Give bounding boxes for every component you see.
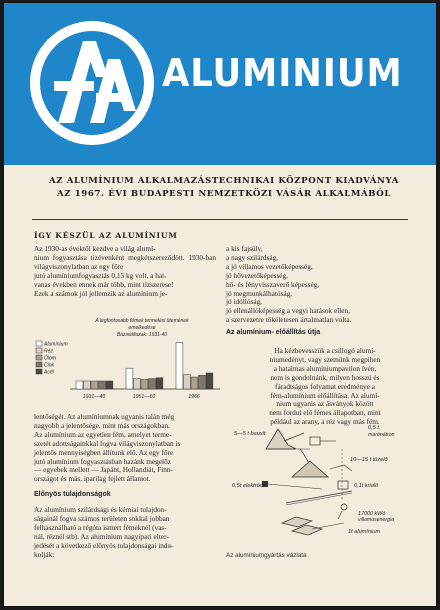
list-item: hő- és fényvisszaverő képesség,	[226, 279, 320, 289]
production-paragraph	[230, 347, 420, 427]
bar	[126, 368, 133, 389]
legend-swatch	[36, 341, 42, 346]
lower-line: Az alumínium az egyetlen fém, amelyet terme-	[34, 429, 172, 439]
legend-swatch	[36, 348, 42, 353]
brand-title: ALUMINIUM	[162, 51, 403, 95]
chart-title: emelkedése	[128, 325, 156, 331]
divider	[32, 219, 408, 220]
list-item: jó idóllóság,	[226, 297, 263, 307]
bar	[76, 381, 83, 389]
subtitle-line-2: AZ 1967. ÉVI BUDAPESTI NEMZETKÖZI VÁSÁR ALKALMÁBÓL	[56, 189, 392, 199]
diagram-caption: Az alumíniumgyártás vázlata	[226, 552, 307, 559]
metal-production-chart	[32, 313, 222, 408]
production-line: nium ugyanis az ásványok között	[276, 399, 374, 409]
bar	[176, 343, 183, 389]
legend-label: Alumínium	[44, 341, 68, 348]
diagram-label: 0,1t kriolit	[354, 483, 378, 489]
bar	[141, 379, 148, 389]
lower-line: — egyebek mellett — Japánt, Hollandiát, Finn-	[34, 465, 174, 475]
intro-line: Ezek a számok jól jellemzik az alumínium je-	[34, 288, 168, 298]
production-line: fém-alumínium előállítása. Az alumí-	[270, 390, 380, 400]
magazine-page	[4, 3, 436, 606]
diagram-label: 0,5 t	[368, 425, 379, 431]
section-title: ÍGY KÉSZÜL AZ ALUMÍNIUM	[34, 231, 178, 240]
lower-paragraph	[34, 413, 218, 484]
bar	[99, 381, 106, 389]
props-line: ságainál fogva számos területen sokkal jobban	[34, 513, 170, 523]
aluminium-logo-icon	[28, 19, 156, 147]
props-line: felhasználható a régóta ismert fémeknél (vas-	[34, 522, 167, 532]
subtitle-line-1: AZ ALUMÍNIUM ALKALMAZÁSTECHNIKAI KÖZPONT KIADVÁNYA	[49, 176, 399, 186]
bar	[184, 375, 191, 389]
list-item: a nagy szilárdság,	[226, 252, 279, 262]
intro-paragraph	[34, 245, 216, 298]
props-line: jedését a következő előnyös tulajdonságai indo-	[34, 540, 174, 550]
intro-line: vanas években ennek már több, mint tízszerese!	[34, 279, 174, 289]
bar	[156, 378, 163, 389]
legend-label: Acél	[44, 369, 54, 376]
legend-swatch	[36, 362, 42, 367]
production-diagram	[226, 419, 422, 549]
production-line: például az arany, a réz vagy más fém.	[270, 417, 380, 427]
chart-title: A legfontosabb fémek termelési ütemének	[95, 318, 189, 324]
publication-subtitle	[34, 175, 414, 201]
diagram-label: villamosenergia	[358, 517, 395, 523]
props-line: kolják:	[34, 549, 55, 559]
legend-label: Réz	[44, 348, 53, 355]
production-line: Ha kézbevesszük a csillogó alumí-	[274, 346, 376, 355]
production-line: niumedényt, vagy szemünk megpihen	[269, 354, 381, 364]
intro-line: Az 1930-as évektől kezdve a világ alumí-	[34, 244, 156, 253]
bar	[149, 379, 156, 389]
list-item: a kis fajsúly,	[226, 244, 263, 253]
diagram-label: 1t alumínium	[348, 529, 381, 535]
list-item: jó megmunkálhatóság,	[226, 288, 293, 298]
properties-heading: Előnyös tulajdonságok	[34, 491, 111, 498]
tick-label: 1951—60	[132, 394, 156, 400]
tick-label: 1966	[188, 394, 200, 400]
list-item: a szervezetre tökéletesen ártalmatlan volta.	[226, 315, 352, 325]
bar	[191, 377, 198, 389]
props-line: nál, réznél stb). Az alumínium nagyipari elter-	[34, 531, 169, 541]
intro-line: nium fogyasztása tízévenként megkétszereződött. 1930-ban világviszonylatban az egy főre	[34, 252, 216, 271]
lower-line: jelentős mennyiségben állítunk elő. Az egy főre	[34, 447, 174, 457]
production-line: nem is gondolnánk, milyen hosszú és	[270, 372, 380, 382]
bar	[134, 379, 141, 389]
diagram-label: 17000 kWó	[358, 511, 386, 517]
list-item: jó hővezetőképesség,	[226, 270, 289, 280]
diagram-label: 10—15 t tüzelő	[350, 457, 388, 463]
diagram-label: 0,5t elektród	[232, 483, 263, 489]
legend-swatch	[36, 369, 42, 374]
intro-line: jutó alumíniumfogyasztás 0,15 kg volt, a hat-	[34, 270, 167, 280]
tick-label: 1931—40	[82, 394, 106, 400]
production-line: fáradtságos folyamat eredménye a	[275, 381, 375, 391]
props-line: Az alumínium szilárdsági és kémiai tulajdon-	[34, 505, 167, 514]
bar	[199, 375, 206, 389]
header-banner	[4, 3, 436, 165]
bar	[206, 373, 213, 389]
production-line: a hatalmas alumíniumpavilon ívén,	[273, 363, 377, 373]
chart-title: Bázisidőszak: 1931-40	[116, 332, 168, 338]
diagram-label: marónátron	[368, 432, 395, 438]
properties-list	[226, 245, 422, 325]
diagram-label: 5—5 t bauxit	[234, 431, 266, 437]
list-item: a jó villamos vezetőképesség,	[226, 261, 313, 271]
bar	[84, 381, 91, 389]
properties-paragraph	[34, 506, 218, 559]
list-item: jó ellenállóképesség a vegyi hatások ellen,	[226, 306, 351, 316]
production-line: nem fordul elő fémes állapotban, mint	[269, 408, 381, 418]
legend-label: Ólom	[44, 355, 56, 362]
lower-line: lentőségét. Az alumíniumnak ugyanis talán még	[34, 412, 175, 421]
bar	[91, 381, 98, 389]
lower-line: szetét adottságainkkal fogva világviszonylatban is	[34, 438, 181, 448]
lower-line: nagyobb a jelentősége, mint más országokban.	[34, 420, 170, 430]
legend-label: Cink	[44, 362, 55, 369]
legend-swatch	[36, 355, 42, 360]
lower-line: jutó alumínium fogyasztásban hazánk megelőz	[34, 456, 171, 466]
lower-line: országot és más, iparilag fejlett államot.	[34, 474, 151, 484]
production-heading: Az alumínium- előállítás útja	[226, 329, 321, 336]
bar	[106, 381, 113, 389]
